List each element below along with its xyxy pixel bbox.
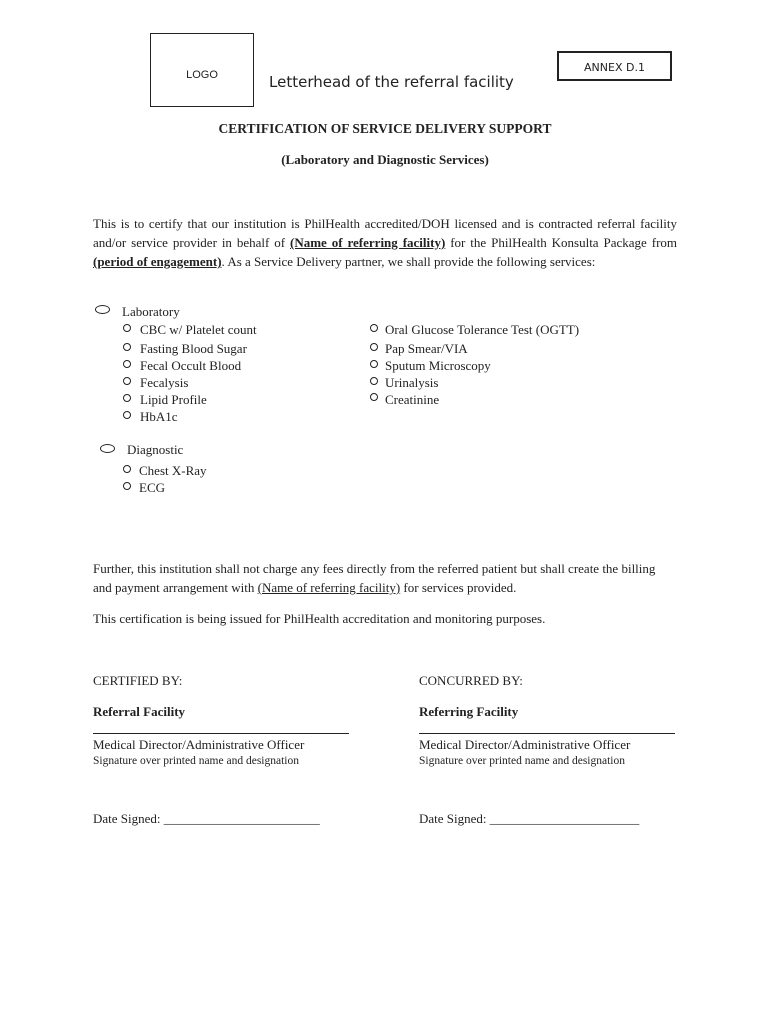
concurred-heading: CONCURRED BY:: [419, 673, 523, 688]
lab-item-checkbox[interactable]: [370, 324, 378, 332]
laboratory-checkbox[interactable]: [95, 305, 110, 314]
logo-placeholder: [150, 33, 254, 107]
further-referring-facility: (Name of referring facility): [257, 580, 401, 595]
further-paragraph: [93, 559, 677, 597]
lab-item-ogtt: Oral Glucose Tolerance Test (OGTT): [385, 322, 580, 337]
concurred-facility: Referring Facility: [419, 704, 519, 719]
lab-item-urinalysis: Urinalysis: [385, 375, 439, 390]
certified-officer: Medical Director/Administrative Officer: [93, 737, 305, 752]
intro-referring-facility: (Name of referring facility): [290, 235, 446, 250]
lab-item-checkbox[interactable]: [370, 360, 378, 368]
logo-text: LOGO: [186, 69, 218, 81]
diag-item-xray: Chest X-Ray: [139, 463, 207, 478]
lab-item-checkbox[interactable]: [370, 393, 378, 401]
lab-item-papsmear: Pap Smear/VIA: [385, 341, 468, 356]
diag-item-checkbox[interactable]: [123, 465, 131, 473]
lab-item-checkbox[interactable]: [370, 343, 378, 351]
lab-item-sputum: Sputum Microscopy: [385, 358, 491, 373]
concurred-signature-note: Signature over printed name and designation: [419, 755, 625, 767]
lab-item-fob: Fecal Occult Blood: [140, 358, 242, 373]
further-text-2: for services provided.: [400, 580, 517, 595]
issued-statement: This certification is being issued for PhilHealth accreditation and monitoring purposes.: [93, 611, 546, 626]
concurred-signature-line: [419, 733, 675, 734]
diagnostic-label: Diagnostic: [127, 442, 184, 457]
intro-text-1: This is to certify that our institution is PhilHealth accredited/DOH licensed and is contracted referral facility and/or service provider in behalf of: [93, 216, 677, 250]
diag-item-ecg: ECG: [139, 480, 165, 495]
document-title: CERTIFICATION OF SERVICE DELIVERY SUPPORT: [218, 121, 552, 136]
intro-text-2: for the PhilHealth Konsulta Package from: [445, 235, 678, 250]
concurred-date-signed[interactable]: Date Signed: _______________________: [419, 811, 640, 826]
annex-label: ANNEX D.1: [557, 51, 672, 81]
certified-heading: CERTIFIED BY:: [93, 673, 183, 688]
certified-signature-line: [93, 733, 349, 734]
certified-date-signed[interactable]: Date Signed: ________________________: [93, 811, 320, 826]
intro-period: (period of engagement): [93, 254, 222, 269]
diag-item-checkbox[interactable]: [123, 482, 131, 490]
further-text-1: Further, this institution shall not charge any fees directly from the referred patient but shall create the billing and payment arrangement with: [93, 561, 656, 595]
lab-item-fecalysis: Fecalysis: [140, 375, 189, 390]
lab-item-checkbox[interactable]: [123, 343, 131, 351]
lab-item-checkbox[interactable]: [123, 377, 131, 385]
lab-item-lipid: Lipid Profile: [140, 392, 207, 407]
diagnostic-checkbox[interactable]: [100, 444, 115, 453]
lab-item-checkbox[interactable]: [123, 324, 131, 332]
intro-paragraph: [93, 214, 677, 271]
lab-item-checkbox[interactable]: [123, 360, 131, 368]
lab-item-fbs: Fasting Blood Sugar: [140, 341, 247, 356]
lab-item-checkbox[interactable]: [123, 411, 131, 419]
intro-text-3: . As a Service Delivery partner, we shall provide the following services:: [221, 254, 596, 269]
laboratory-label: Laboratory: [122, 304, 180, 319]
certified-signature-note: Signature over printed name and designation: [93, 755, 299, 767]
lab-item-creatinine: Creatinine: [385, 392, 440, 407]
lab-item-checkbox[interactable]: [370, 377, 378, 385]
concurred-officer: Medical Director/Administrative Officer: [419, 737, 631, 752]
document-subtitle: (Laboratory and Diagnostic Services): [281, 152, 489, 167]
certified-facility: Referral Facility: [93, 704, 186, 719]
lab-item-hba1c: HbA1c: [140, 409, 178, 424]
lab-item-cbc: CBC w/ Platelet count: [140, 322, 257, 337]
letterhead-text: Letterhead of the referral facility: [269, 73, 514, 91]
lab-item-checkbox[interactable]: [123, 394, 131, 402]
